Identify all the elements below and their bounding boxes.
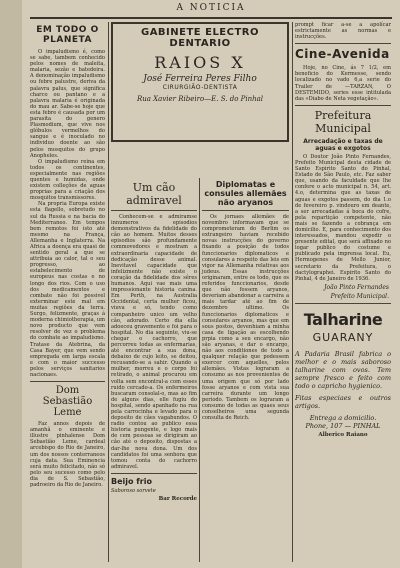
ad-text: Saboroso sorvete (111, 487, 156, 494)
column-rule (108, 22, 109, 562)
column-4 (295, 22, 391, 438)
ad-box (111, 22, 289, 142)
advertiser-name: Alberico Raiano (318, 431, 368, 438)
divider (295, 303, 391, 304)
heading-prefeitura: Prefeitura Municipal (314, 108, 372, 135)
column-rule (292, 22, 293, 562)
pastry-text: Fitas especiaes e outros artigos. (295, 393, 391, 410)
heading-em-todo-o-planeta: EM TODO O PLANETA (36, 25, 99, 45)
column-3 (202, 178, 289, 421)
masthead: A NOTICIA (176, 3, 246, 13)
article-text: Faz annos depois de amanhã o eminente e illustre pinhalense Dom Sebastião Leme, cardeal arcebispo do Rio de Janeiro, um dos nossos conterraneos cuja data. Sua Eminencia será muito felicitado, não só pelo seu sucesso como pelo dia de S. Sebastião, padroeiro da Rio de Janeiro. (30, 421, 105, 488)
page-margin (0, 0, 22, 568)
article-text: O Doutor João Pinto Fernandes, Prefeito Municipal desta cidade de Santo Espirito Santo do Pinhal, Estado de São Paulo, etc. Faz saber que, usando da faculdade que lhe confere o acto municipal n. 54, art. 4.o, determina que as taxas de aguas e exgotos passem, do dia 1.o de fevereiro p. vindouro em deante, a ser arrecadadas á boca do cofre, pela repartição competente, não mais se fazendo a cobrança em domicilio. E, para conhecimento dos interessados, mandou expedir o presente edital, que será affixado no logar publico do costume e publicado pela imprensa local. Eu, Hermogenes de Mello Junior, secretario da Prefeitura, o dactylographei. Espirito Santo do Pinhal, 4 de Janeiro de 1936. (295, 153, 391, 282)
signature-name: João Pinto Fernandes (324, 283, 389, 291)
divider (30, 381, 105, 382)
divider (111, 473, 197, 474)
ad-subtitle: CIRURGIÃO-DENTISTA (162, 84, 238, 91)
article-text: Hoje, no Cine, ás 7 1/2, em beneficio do Kermesse, sendo localizado no vado 6,a serie do Trailer de —TARZAN, O DESTEMIDO, series esse intitulada das «Diabo de Neta vegetação». (295, 65, 391, 102)
column-1 (30, 22, 105, 488)
column-rule (199, 178, 200, 562)
article-text: prompt ficar a-se a apolícar estrictamente as normas e instrucções. (295, 22, 391, 41)
article-text: Conhecem-se e admiramse innumeros episodios demonstrativos da fidelidade do cão ao homem. Muitos desses episodios são profundamente commovedores e mostram a extraordinaria capacidade de dedicação desse animal. Inevitavel capacidade que infelizmente não existe o coração da fidelidade dos sêres humanos. Aqui vae mais uma impressionante historia canina. Em Perth, na Australia Occidental, certa mulher ficou, viuva e só, tendo como companheiro unico um velho cão, adorado. Certo dia ella adoeceu gravemente e foi para o hospital. No dia seguinte, viu-se chegar o cachorro, que percorreu todas as enfermarias, até encontrar a sua dona, debaixo de cujo leito, se deitou, recusando-se a sahir. Quando a mulher, morreu e o corpo foi retirado, o animal procurou em volta sem encontral-a com esses ruido cercado-a. Os enfermeiros buscaram consolal-o, mas ao fim de alguns dias, elle fugiu do hospital, sendo apanhado na rua pela carrocinha e levado para o deposito de cães vagabundos. O radio contou ao publico essa historia pungente, e logo mais de cem pessoas se dirigiram ao cão até o deposito, dispostas a dar-lhe nova dona. Um dos candidatos foi uma senhora que tomou conta do cachorro admiravel. (111, 214, 197, 470)
subheading-taxas: Arrecadação e taxas de aguas e exgotos (303, 137, 383, 152)
article-text: O impaludismo reina em todos os continentes, especialmente nas regiões quentes e humidas, onde existem colleções de aguas proprias para a criação dos mosquitos transmissores. (30, 158, 105, 202)
dentist-ad (111, 22, 289, 142)
article-text: Na propria Europa existe esta flagello, sobretudo no sul da Russia e na bacia do Mediterraneo. Em tempos bem remotos foi isto até mesmo na França, Allemanha e Inglaterra. Na Africa a doença era quasi de sentido geral a que se attribuia ao calor, tal o seu progresso, ao estabelecimento de europeus nas costas e no longo dos rios. Com o uso dos medicamentos e combate não foi possivel exterminar este mal em muitas regiões da terra. Surgo, felizmente, graças á moderna chimiotherapia, um novo producto que vem resolver de vez o problema do combate ao impaludismo. Tratase da Atebrina, da Casa Bayer, que vem sendo empregada em larga escala e com o maior successo pelos serviços sanitarios nacionaes. (30, 201, 105, 378)
guarany-title: GUARANY (312, 330, 374, 344)
divider (295, 105, 391, 106)
ad-address: Rua Xavier Ribeiro—E. S. do Pinhal (136, 95, 264, 103)
signature-title: Prefeito Municipal. (330, 292, 389, 300)
delivery-text: Entrega a domicilio. (309, 413, 377, 422)
heading-dom-sebastiao: Dom Sebastião Leme (42, 385, 93, 419)
article-text: O impaludismo é, como se sabe, tambem conhecido pelos nomes de maleita, malaria, sezão e batedeira. A denominação impaludismo ou febre palustre, deriva da palavra palus, que significa charco ou pantano e a palavra malaria é originada do mau ar. Sabe-se hoje que esta febre é causada por um parasita do genero Plasmodium, que vive nos glóbulos vermelhos do sangue e é inoculado no individuo doente ao são pelos mosquitos do grupo Anopheles. (30, 49, 105, 159)
heading-beijo-frio: Beijo frio (111, 476, 152, 486)
phone-text: Phone, 107 — PINHAL (305, 421, 381, 430)
heading-um-cao-admiravel: Um cão admiravel (126, 181, 182, 207)
ad-raios-x: RAIOS X (154, 53, 246, 72)
heading-diplomatas: Diplomatas e consules allemães não aryanos (204, 180, 287, 207)
article-text: Os jornaes allemães de novembro informavam que se comprometeram do Berlim os extrangeiro haviam recebido novas instrucções do governo fixando a posição de todos funccionarios diplomaticos e consulares a respeito das leis em vigor na Allemanha relativas aos judeus. Essas instrucções originaram, entre os todo, que os referidos funccionarios, desde que não fossem aryanos, deveriam abandonar a carreira a mais tardar até ao fim de dezembro ultimo. Os funccionarios diplomaticos e consulares aryanos, mas que em sous postos, devenhiam a minha casa de ligação as escolhendo prpia como a seu encargo, não são aryanas, e dar o encargo, não aos conditiones de todo a qualquer relação que podessem exercer com aquelles, pelos allemães. Vistas lograram a consumo as nos provenientes de uma origem que só por lado fosse aryanos e com vista sua carreira durante um longo periodo. Tambem os lograram a consumo de todas as quaes seus conselheiros uma segunda consulta de Reich. (202, 214, 289, 422)
heading-cine-avenida: Cine-Avenida (295, 47, 390, 62)
ad-title: GABINETE ELECTRO DENTARIO (140, 27, 260, 49)
talharine-title: Talharine (303, 309, 383, 329)
masthead-rule (30, 17, 392, 21)
ad-dentist-name: José Ferreira Peres Filho (143, 74, 257, 84)
ad-signature: Bar Recorde (158, 496, 197, 503)
divider (202, 210, 289, 211)
column-2 (111, 178, 197, 502)
divider (295, 43, 391, 44)
divider (111, 210, 197, 211)
padaria-text: A Padaria Brasil fabrica o melhor e o mais saboroso talharine com ovos. Tem sempre fresco e feito com todo o capricho hygienico. (295, 349, 391, 390)
